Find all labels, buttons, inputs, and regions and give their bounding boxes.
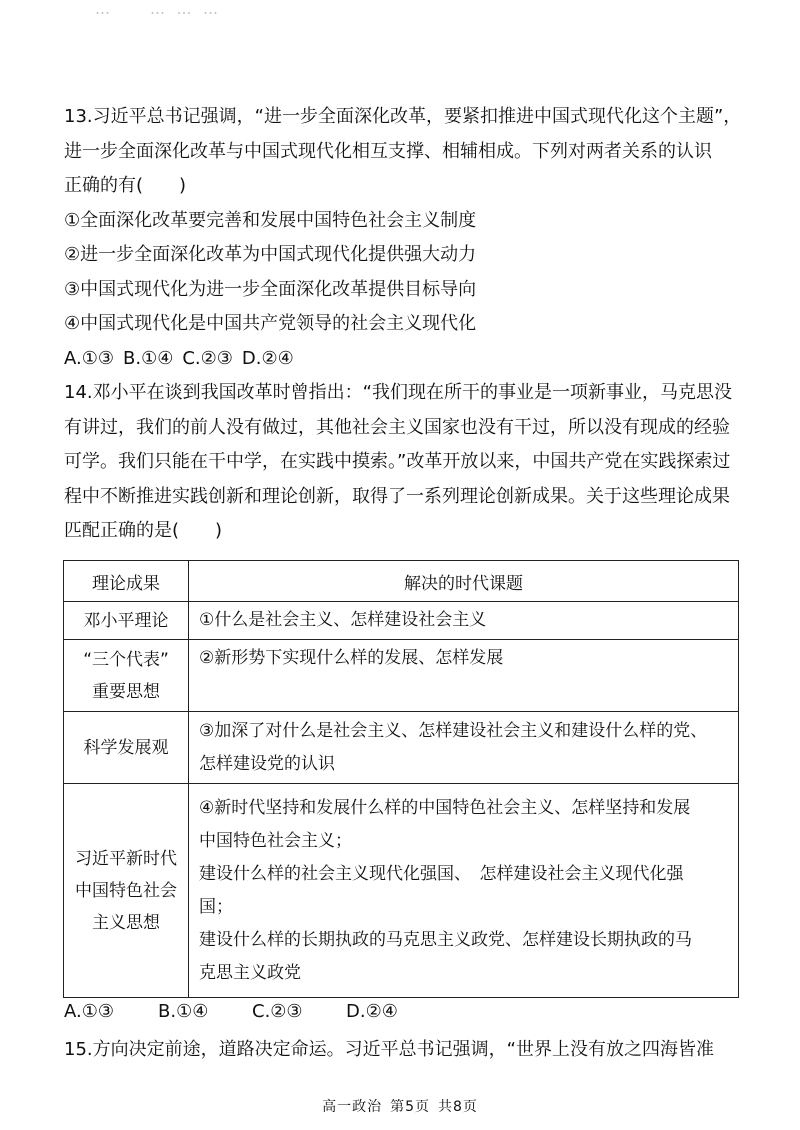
topic-text: 建设什么样的社会主义现代化强国、 怎样建设社会主义现代化强 bbox=[199, 863, 684, 884]
topic-text: 建设什么样的长期执政的马克思主义政党、怎样建设长期执政的马 bbox=[199, 929, 692, 950]
q14-line: 14.邓小平在谈到我国改革时曾指出：“我们现在所干的事业是一项新事业，马克思没 bbox=[64, 382, 732, 403]
theory-text: 习近平新时代 bbox=[75, 848, 177, 869]
page-footer: 高一政治 第5页 共8页 bbox=[322, 1099, 478, 1115]
theory-text: 主义思想 bbox=[92, 912, 160, 933]
table-row bbox=[64, 602, 739, 640]
q13-statement: ①全面深化改革要完善和发展中国特色社会主义制度 bbox=[64, 209, 477, 231]
table-header-topic: 解决的时代课题 bbox=[189, 561, 739, 602]
table-header-theory: 理论成果 bbox=[64, 561, 189, 602]
theory-cell bbox=[64, 640, 189, 712]
question-14 bbox=[64, 376, 740, 549]
topic-text: ①什么是社会主义、怎样建设社会主义 bbox=[199, 610, 487, 630]
theory-text: 中国特色社会 bbox=[75, 880, 177, 901]
q14-option-a: A.①③ bbox=[64, 1001, 114, 1022]
q13-line: 正确的有( ) bbox=[64, 175, 187, 196]
q13-line: 13.习近平总书记强调，“进一步全面深化改革，要紧扣推进中国式现代化这个主题”， bbox=[64, 106, 742, 127]
q14-line: 程中不断推进实践创新和理论创新，取得了一系列理论创新成果。关于这些理论成果 bbox=[64, 485, 730, 507]
q14-options bbox=[64, 997, 440, 1027]
theory-cell bbox=[64, 712, 189, 784]
theory-match-table bbox=[63, 560, 739, 998]
topic-text: ④新时代坚持和发展什么样的中国特色社会主义、怎样坚持和发展 bbox=[199, 797, 691, 818]
topic-cell bbox=[189, 712, 739, 784]
q14-option-c: C.②③ bbox=[252, 1001, 303, 1022]
topic-cell bbox=[189, 640, 739, 712]
topic-text: ②新形势下实现什么样的发展、怎样发展 bbox=[199, 648, 504, 668]
q13-statement: ②进一步全面深化改革为中国式现代化提供强大动力 bbox=[64, 244, 477, 265]
q13-statement: ④中国式现代化是中国共产党领导的社会主义现代化 bbox=[64, 313, 477, 334]
table-row bbox=[64, 784, 739, 998]
q13-options: A.①③ B.①④ C.②③ D.②④ bbox=[64, 347, 294, 369]
topic-text: 怎样建设党的认识 bbox=[199, 753, 335, 774]
header-residue: … … … … bbox=[95, 6, 220, 16]
q14-line: 有讲过，我们的前人没有做过，其他社会主义国家也没有干过，所以没有现成的经验 bbox=[64, 416, 730, 438]
topic-text: 克思主义政党 bbox=[199, 962, 301, 983]
q14-line: 可学。我们只能在干中学，在实践中摸索。”改革开放以来，中国共产党在实践探索过 bbox=[64, 451, 731, 472]
table-row bbox=[64, 640, 739, 712]
theory-text: 邓小平理论 bbox=[83, 610, 169, 631]
topic-text: 中国特色社会主义； bbox=[199, 830, 352, 851]
q14-option-b: B.①④ bbox=[158, 1001, 209, 1022]
topic-text: ③加深了对什么是社会主义、怎样建设社会主义和建设什么样的党、 bbox=[199, 720, 708, 741]
q15-line: 15.方向决定前途，道路决定命运。习近平总书记强调，“世界上没有放之四海皆准 bbox=[64, 1039, 714, 1060]
q13-line: 进一步全面深化改革与中国式现代化相互支撑、相辅相成。下列对两者关系的认识 bbox=[64, 140, 712, 162]
theory-text: “三个代表” bbox=[83, 649, 169, 670]
theory-text: 科学发展观 bbox=[83, 737, 169, 758]
table-row bbox=[64, 712, 739, 784]
topic-cell bbox=[189, 602, 739, 640]
theory-cell bbox=[64, 602, 189, 640]
topic-text: 国； bbox=[199, 896, 233, 917]
q14-line: 匹配正确的是( ) bbox=[64, 520, 223, 541]
question-13 bbox=[64, 100, 740, 376]
question-15 bbox=[64, 1033, 740, 1068]
table-header-row bbox=[64, 561, 739, 602]
q14-option-d: D.②④ bbox=[346, 1001, 398, 1022]
q13-statement: ③中国式现代化为进一步全面深化改革提供目标导向 bbox=[64, 278, 477, 300]
topic-cell bbox=[189, 784, 739, 998]
theory-cell bbox=[64, 784, 189, 998]
theory-text: 重要思想 bbox=[92, 681, 160, 702]
